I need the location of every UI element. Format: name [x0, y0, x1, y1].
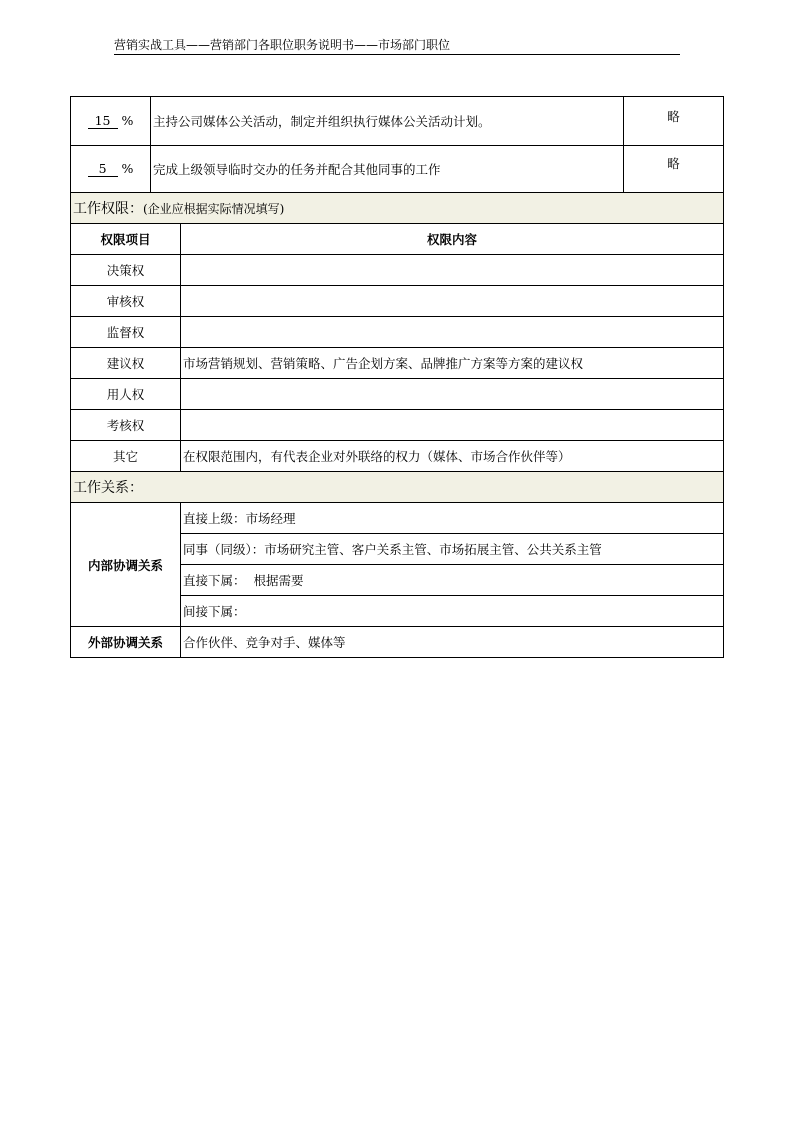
internal-relation-row [71, 503, 724, 534]
duty-text: 主持公司媒体公关活动，制定并组织执行媒体公关活动计划。 [151, 97, 624, 146]
duty-row [71, 97, 724, 146]
relations-title: 工作关系： [71, 472, 724, 503]
internal-relations-label: 内部协调关系 [71, 503, 181, 627]
authority-row [71, 441, 724, 472]
authority-content [181, 286, 724, 317]
external-relations-label: 外部协调关系 [71, 627, 181, 658]
authority-row [71, 410, 724, 441]
authority-row [71, 255, 724, 286]
authority-item: 决策权 [71, 255, 181, 286]
authority-content: 在权限范围内，有代表企业对外联络的权力（媒体、市场合作伙伴等） [181, 441, 724, 472]
authority-content [181, 410, 724, 441]
duty-percent-value: 15 [88, 114, 118, 129]
col-authority-item: 权限项目 [71, 224, 181, 255]
authority-item: 审核权 [71, 286, 181, 317]
duty-percent-value: 5 [88, 162, 118, 177]
relations-section-header [71, 472, 724, 503]
page-header: 营销实战工具——营销部门各职位职务说明书——市场部门职位 [114, 37, 680, 55]
duty-standard: 略 [624, 97, 724, 146]
duty-text: 完成上级领导临时交办的任务并配合其他同事的工作 [151, 146, 624, 193]
authority-item: 建议权 [71, 348, 181, 379]
authority-item: 考核权 [71, 410, 181, 441]
authority-row [71, 348, 724, 379]
internal-relation: 间接下属： [181, 596, 724, 627]
authority-content [181, 379, 724, 410]
internal-relation: 直接下属： 根据需要 [181, 565, 724, 596]
authority-item: 用人权 [71, 379, 181, 410]
external-relation: 合作伙伴、竞争对手、媒体等 [181, 627, 724, 658]
authority-subtitle: (企业应根据实际情况填写) [143, 202, 285, 216]
authority-item: 其它 [71, 441, 181, 472]
authority-item: 监督权 [71, 317, 181, 348]
authority-row [71, 317, 724, 348]
duty-percent [71, 97, 151, 146]
authority-content [181, 317, 724, 348]
authority-section-header [71, 193, 724, 224]
duty-percent [71, 146, 151, 193]
authority-row [71, 286, 724, 317]
percent-sign: % [121, 113, 134, 128]
duty-row [71, 146, 724, 193]
duty-standard: 略 [624, 146, 724, 193]
authority-row [71, 379, 724, 410]
col-authority-content: 权限内容 [181, 224, 724, 255]
job-description-table [70, 96, 724, 658]
authority-content: 市场营销规划、营销策略、广告企划方案、品牌推广方案等方案的建议权 [181, 348, 724, 379]
authority-title: 工作权限： [73, 201, 143, 217]
internal-relation: 直接上级：市场经理 [181, 503, 724, 534]
percent-sign: % [121, 161, 134, 176]
authority-column-headers [71, 224, 724, 255]
authority-content [181, 255, 724, 286]
external-relation-row [71, 627, 724, 658]
internal-relation: 同事（同级）：市场研究主管、客户关系主管、市场拓展主管、公共关系主管 [181, 534, 724, 565]
